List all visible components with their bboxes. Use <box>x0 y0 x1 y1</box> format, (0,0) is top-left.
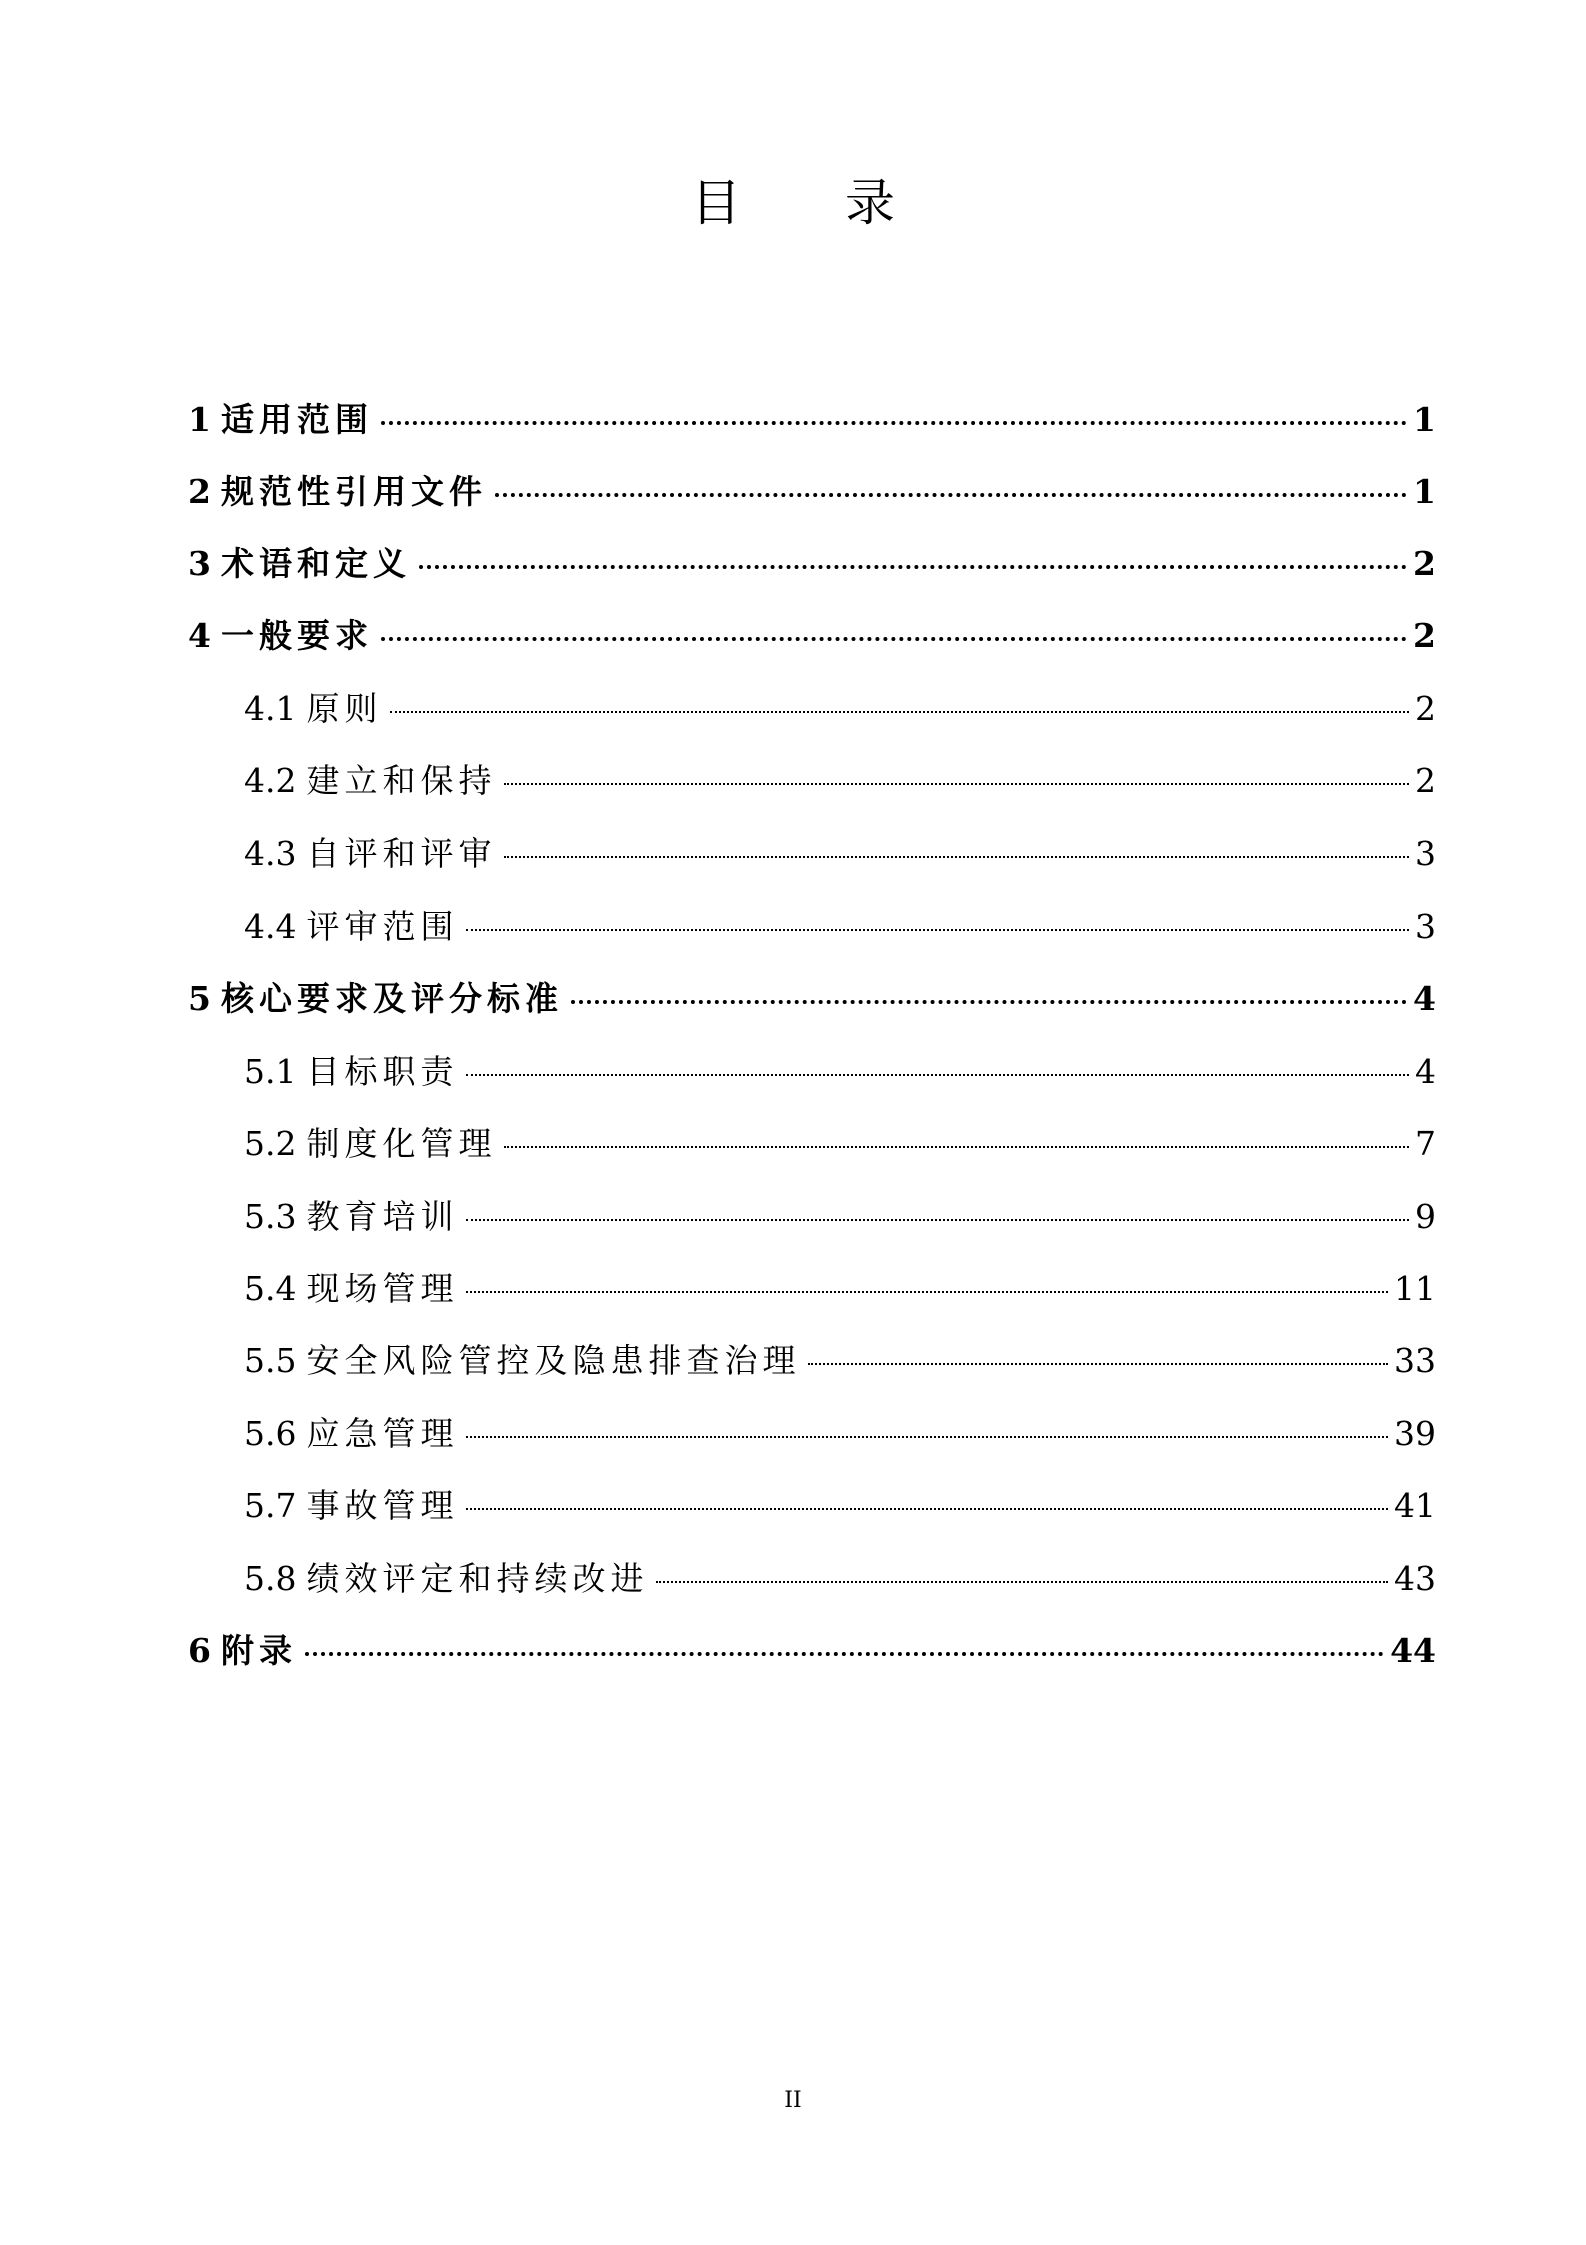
toc-entry[interactable] <box>244 1191 1436 1243</box>
dot-leader <box>419 565 1407 569</box>
toc-entry-number: 5.2 <box>244 1124 297 1163</box>
toc-entry-number: 5.6 <box>244 1414 297 1453</box>
toc-entry[interactable] <box>244 1480 1436 1532</box>
toc-entry-number: 5.3 <box>244 1197 297 1236</box>
dot-leader <box>466 929 1409 931</box>
dot-leader <box>808 1363 1388 1365</box>
toc-entry-number: 5.5 <box>244 1341 297 1380</box>
toc-entry[interactable] <box>244 1408 1436 1460</box>
dot-leader <box>466 1219 1409 1221</box>
toc-entry-page: 2 <box>1413 544 1436 583</box>
toc-entry[interactable] <box>244 828 1436 880</box>
dot-leader <box>504 783 1409 785</box>
toc-entry-label: 教育培训 <box>306 1197 459 1236</box>
toc-entry[interactable] <box>188 538 1436 590</box>
dot-leader <box>504 856 1409 858</box>
toc-entry[interactable] <box>244 755 1436 807</box>
toc-entry-page: 2 <box>1413 616 1436 655</box>
dot-leader <box>305 1652 1384 1656</box>
toc-entry-page: 4 <box>1413 979 1436 1018</box>
toc-entry-page: 3 <box>1415 834 1436 873</box>
toc-entry-page: 2 <box>1415 689 1436 728</box>
toc-entry-label: 术语和定义 <box>220 544 411 583</box>
dot-leader <box>466 1508 1388 1510</box>
toc-entry-label: 适用范围 <box>220 400 373 439</box>
dot-leader <box>495 493 1407 497</box>
toc-entry-number: 1 <box>188 400 211 439</box>
toc-entry-label: 附录 <box>220 1631 297 1670</box>
toc-entry-label: 事故管理 <box>306 1486 459 1525</box>
toc-entry-label: 规范性引用文件 <box>220 472 487 511</box>
toc-entry-page: 9 <box>1415 1197 1436 1236</box>
toc-entry-page: 7 <box>1415 1124 1436 1163</box>
toc-entry-number: 5.7 <box>244 1486 297 1525</box>
toc-entry-label: 目标职责 <box>306 1052 459 1091</box>
dot-leader <box>381 421 1407 425</box>
dot-leader <box>466 1074 1409 1076</box>
toc-entry-label: 自评和评审 <box>306 834 497 873</box>
toc-entry-number: 4.2 <box>244 761 297 800</box>
toc-entry-number: 4 <box>188 616 211 655</box>
toc-entry-label: 应急管理 <box>306 1414 459 1453</box>
dot-leader <box>466 1436 1388 1438</box>
dot-leader <box>504 1146 1409 1148</box>
toc-entry-label: 现场管理 <box>306 1269 459 1308</box>
toc-entry-page: 44 <box>1390 1631 1436 1670</box>
toc-entry[interactable] <box>188 610 1436 662</box>
toc-entry-number: 5.8 <box>244 1559 297 1598</box>
dot-leader <box>466 1291 1388 1293</box>
toc-entry-label: 原则 <box>306 689 383 728</box>
toc-entry-page: 4 <box>1415 1052 1436 1091</box>
toc-entry-number: 6 <box>188 1631 211 1670</box>
toc-entry-number: 5.1 <box>244 1052 297 1091</box>
dot-leader <box>390 711 1409 713</box>
toc-entry-label: 一般要求 <box>220 616 373 655</box>
toc-entry[interactable] <box>188 394 1436 446</box>
dot-leader <box>571 1000 1407 1004</box>
toc-entry-number: 2 <box>188 472 211 511</box>
toc-entry[interactable] <box>244 683 1436 735</box>
toc-entry-page: 39 <box>1394 1414 1436 1453</box>
toc-entry-label: 核心要求及评分标准 <box>220 979 563 1018</box>
toc-entry[interactable] <box>244 1118 1436 1170</box>
toc-entry-page: 1 <box>1413 400 1436 439</box>
toc-entry[interactable] <box>244 1335 1436 1387</box>
toc-entry-page: 11 <box>1394 1269 1436 1308</box>
toc-entry[interactable] <box>244 1263 1436 1315</box>
toc-entry-number: 4.3 <box>244 834 297 873</box>
toc-entry-page: 41 <box>1394 1486 1436 1525</box>
toc-entry-number: 5.4 <box>244 1269 297 1308</box>
toc-entry[interactable] <box>188 973 1436 1025</box>
page-number: II <box>784 2088 802 2113</box>
toc-entry-label: 安全风险管控及隐患排查治理 <box>306 1341 801 1380</box>
toc-entry-page: 3 <box>1415 907 1436 946</box>
toc-entry-page: 1 <box>1413 472 1436 511</box>
toc-title: 目 录 <box>691 174 939 232</box>
toc-entry[interactable] <box>188 466 1436 518</box>
toc-entry-page: 33 <box>1394 1341 1436 1380</box>
toc-entry-number: 4.4 <box>244 907 297 946</box>
toc-entry-number: 5 <box>188 979 211 1018</box>
toc-entry[interactable] <box>244 901 1436 953</box>
toc-entry-page: 2 <box>1415 761 1436 800</box>
toc-entry-label: 评审范围 <box>306 907 459 946</box>
toc-entry[interactable] <box>244 1046 1436 1098</box>
toc-entry-label: 制度化管理 <box>306 1124 497 1163</box>
dot-leader <box>381 637 1407 641</box>
toc-entry[interactable] <box>188 1625 1436 1677</box>
toc-entry-number: 3 <box>188 544 211 583</box>
toc-entry-page: 43 <box>1394 1559 1436 1598</box>
toc-entry[interactable] <box>244 1553 1436 1605</box>
dot-leader <box>656 1581 1388 1583</box>
toc-entry-number: 4.1 <box>244 689 297 728</box>
toc-entry-label: 绩效评定和持续改进 <box>306 1559 649 1598</box>
toc-entry-label: 建立和保持 <box>306 761 497 800</box>
